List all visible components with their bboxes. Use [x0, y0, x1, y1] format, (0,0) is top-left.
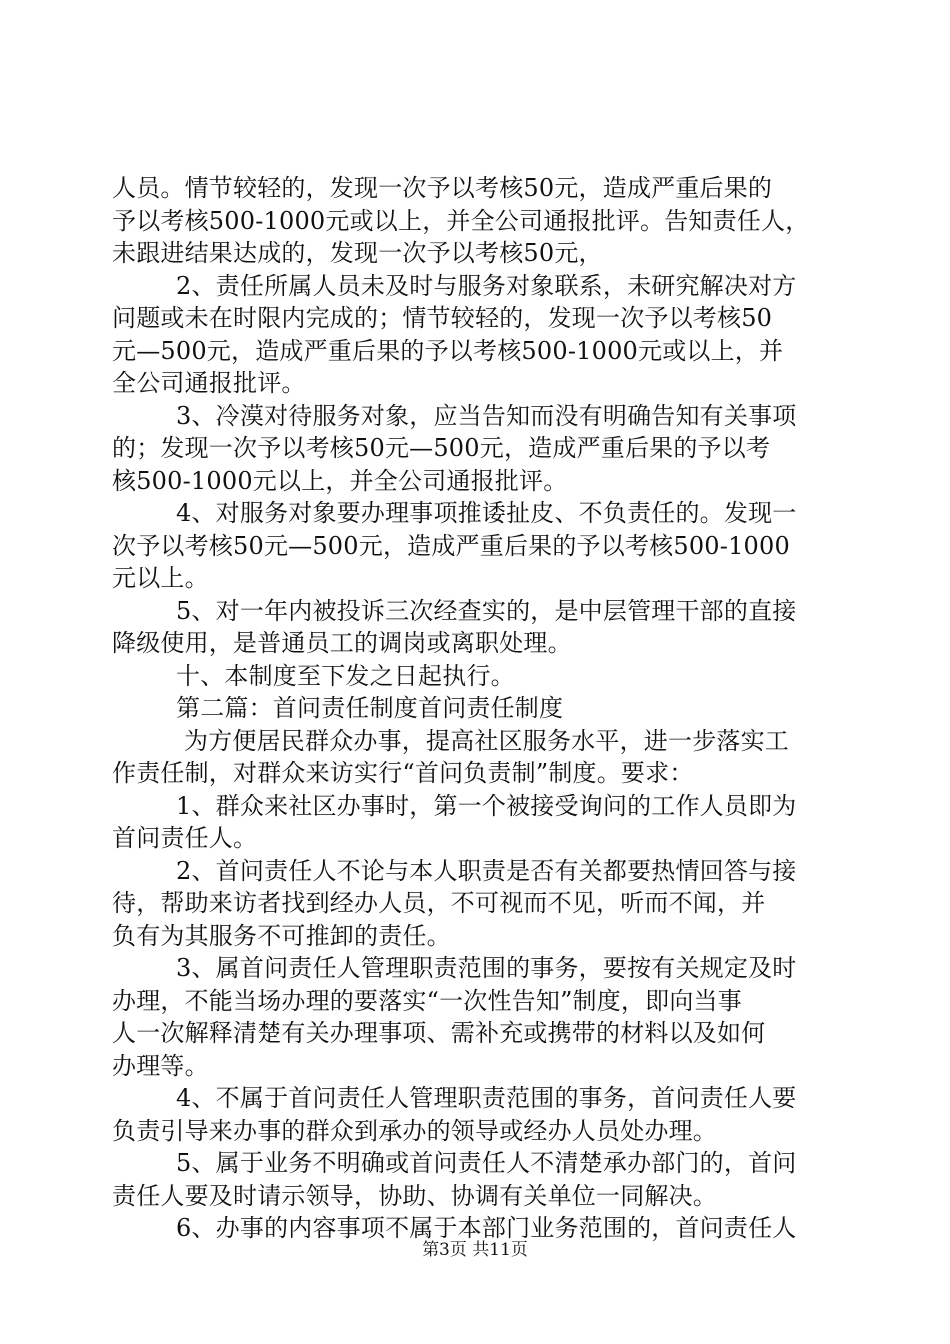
document-body	[112, 172, 832, 1245]
paragraph-start: 2、首问责任人不论与本人职责是否有关都要热情回答与接	[176, 856, 797, 885]
paragraph-start: 为方便居民群众办事，提高社区服务水平，进一步落实工	[184, 726, 789, 755]
paragraph-start: 4、对服务对象要办理事项推诿扯皮、不负责任的。发现一	[176, 499, 797, 527]
text-line: 人员。情节较轻的，发现一次予以考核50元，造成严重后果的	[112, 174, 773, 202]
text-line: 元以上。	[112, 564, 209, 592]
text-line: 作责任制，对群众来访实行“首问负责制”制度。要求：	[112, 759, 694, 787]
page-number-footer: 第3页 共11页	[422, 1240, 528, 1260]
paragraph-start: 十、本制度至下发之日起执行。	[176, 661, 515, 690]
text-line: 予以考核500-1000元或以上，并全公司通报批评。告知责任人，	[112, 206, 810, 235]
section-heading: 第二篇：首问责任制度首问责任制度	[176, 694, 564, 722]
text-line: 全公司通报批评。	[112, 369, 306, 397]
paragraph-start: 6、办事的内容事项不属于本部门业务范围的，首问责任人	[176, 1214, 797, 1242]
paragraph-start: 3、冷漠对待服务对象，应当告知而没有明确告知有关事项	[176, 401, 797, 430]
paragraph-start: 2、责任所属人员未及时与服务对象联系，未研究解决对方	[176, 271, 797, 300]
text-line: 负责引导来办事的群众到承办的领导或经办人员处办理。	[112, 1116, 717, 1145]
text-line: 次予以考核50元—500元，造成严重后果的予以考核500-1000	[112, 531, 790, 560]
text-line: 办理，不能当场办理的要落实“一次性告知”制度，即向当事	[112, 986, 742, 1015]
paragraph-start: 5、对一年内被投诉三次经查实的，是中层管理干部的直接	[176, 596, 797, 625]
text-line: 核500-1000元以上，并全公司通报批评。	[112, 466, 568, 495]
text-line: 元—500元，造成严重后果的予以考核500-1000元或以上，并	[112, 336, 784, 365]
paragraph-start: 3、属首问责任人管理职责范围的事务，要按有关规定及时	[176, 954, 797, 982]
text-line: 首问责任人。	[112, 824, 258, 852]
text-line: 降级使用，是普通员工的调岗或离职处理。	[112, 629, 572, 657]
text-line: 的；发现一次予以考核50元—500元，造成严重后果的予以考	[112, 434, 771, 462]
paragraph-start: 5、属于业务不明确或首问责任人不清楚承办部门的，首问	[176, 1149, 797, 1177]
text-line: 未跟进结果达成的，发现一次予以考核50元，	[112, 239, 603, 267]
text-line: 待，帮助来访者找到经办人员，不可视而不见，听而不闻，并	[112, 889, 766, 917]
text-line: 问题或未在时限内完成的；情节较轻的，发现一次予以考核50	[112, 304, 773, 332]
text-line: 人一次解释清楚有关办理事项、需补充或携带的材料以及如何	[112, 1019, 766, 1047]
text-line: 负有为其服务不可推卸的责任。	[112, 921, 451, 950]
paragraph-start: 4、不属于首问责任人管理职责范围的事务，首问责任人要	[176, 1084, 797, 1112]
text-line: 办理等。	[112, 1051, 209, 1080]
paragraph-start: 1、群众来社区办事时，第一个被接受询问的工作人员即为	[176, 791, 797, 820]
text-line: 责任人要及时请示领导，协助、协调有关单位一同解决。	[112, 1181, 717, 1210]
